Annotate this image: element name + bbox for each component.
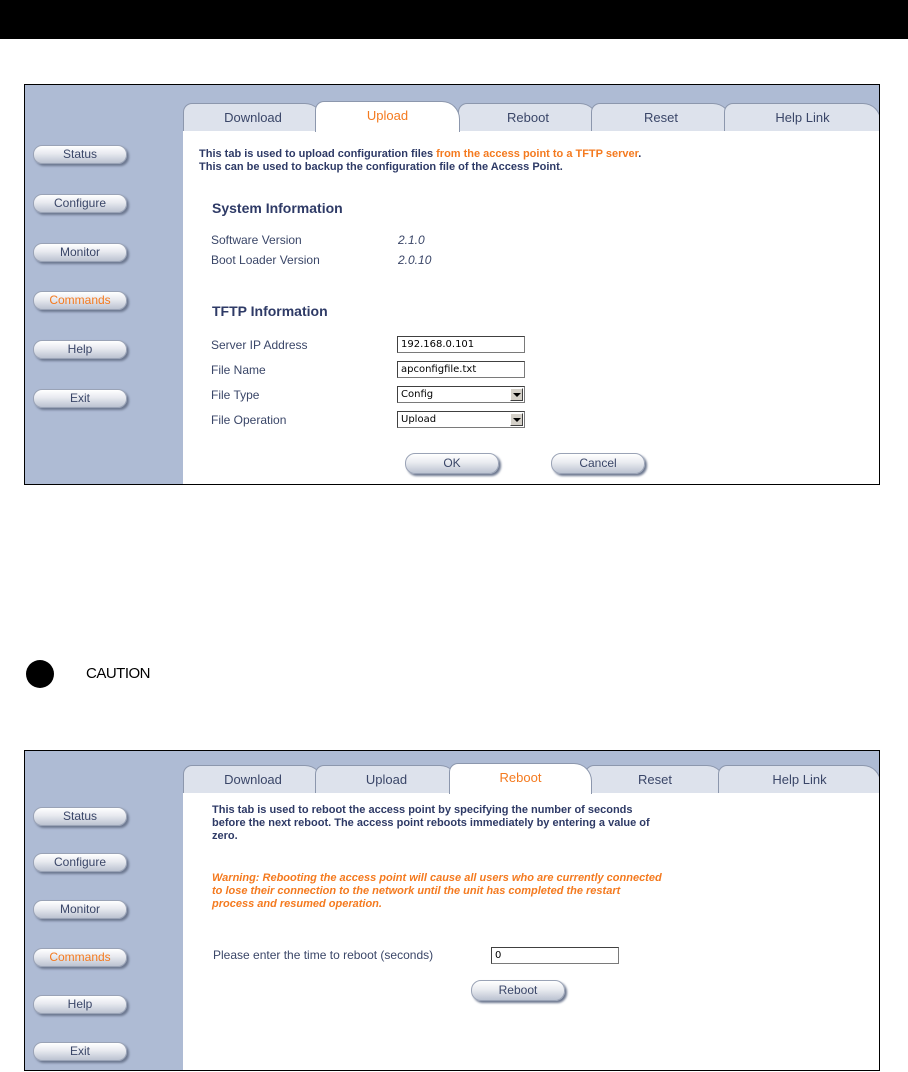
boot-loader-version-value: 2.0.10 [398, 253, 432, 267]
tab-upload[interactable]: Upload [315, 101, 460, 132]
software-version-label: Software Version [211, 233, 302, 247]
nav-commands-button[interactable]: Commands [33, 948, 127, 967]
server-ip-label: Server IP Address [211, 338, 308, 352]
tab-download[interactable]: Download [183, 103, 323, 131]
top-black-bar [0, 0, 908, 39]
nav-exit-button[interactable]: Exit [33, 389, 127, 408]
tab-reboot[interactable]: Reboot [458, 103, 598, 131]
tab-reset[interactable]: Reset [591, 103, 731, 131]
nav-commands-button[interactable]: Commands [33, 291, 127, 310]
file-operation-selected-value: Upload [401, 414, 437, 425]
caution-bullet-icon [26, 660, 54, 688]
file-operation-select[interactable] [397, 411, 525, 428]
cancel-button[interactable]: Cancel [551, 453, 645, 474]
file-operation-label: File Operation [211, 413, 287, 427]
tab-bar [183, 761, 879, 793]
tab-help-link[interactable]: Help Link [718, 765, 880, 793]
nav-monitor-button[interactable]: Monitor [33, 900, 127, 919]
nav-monitor-button[interactable]: Monitor [33, 243, 127, 262]
tab-download[interactable]: Download [183, 765, 323, 793]
nav-help-button[interactable]: Help [33, 995, 127, 1014]
tab-reset[interactable]: Reset [585, 765, 725, 793]
nav-configure-button[interactable]: Configure [33, 853, 127, 872]
file-type-select[interactable] [397, 386, 525, 403]
nav-configure-button[interactable]: Configure [33, 194, 127, 213]
reboot-time-label: Please enter the time to reboot (seconds) [213, 948, 434, 962]
nav-status-button[interactable]: Status [33, 145, 127, 164]
file-name-input[interactable]: apconfigfile.txt [397, 361, 525, 378]
reboot-content-area [183, 793, 879, 1070]
upload-content-area [183, 131, 879, 484]
tab-help-link[interactable]: Help Link [724, 103, 880, 131]
server-ip-input[interactable]: 192.168.0.101 [397, 336, 525, 353]
nav-status-button[interactable]: Status [33, 807, 127, 826]
ok-button[interactable]: OK [405, 453, 499, 474]
tab-upload[interactable]: Upload [315, 765, 458, 793]
nav-exit-button[interactable]: Exit [33, 1042, 127, 1061]
caution-label: CAUTION [86, 665, 150, 682]
tab-bar [183, 99, 879, 131]
chevron-down-icon[interactable] [510, 413, 523, 426]
nav-help-button[interactable]: Help [33, 340, 127, 359]
tab-reboot[interactable]: Reboot [449, 763, 592, 794]
tftp-information-heading: TFTP Information [212, 303, 328, 319]
chevron-down-icon[interactable] [510, 388, 523, 401]
software-version-value: 2.1.0 [398, 233, 425, 247]
file-name-label: File Name [211, 363, 266, 377]
boot-loader-version-label: Boot Loader Version [211, 253, 320, 267]
upload-description: This tab is used to upload configuration files from the access point to a TFTP server. This can be used to backup the configuration file of the Access Point. [199, 148, 642, 173]
upload-screenshot-panel [24, 84, 880, 485]
reboot-time-input[interactable]: 0 [491, 947, 619, 964]
system-information-heading: System Information [212, 200, 343, 216]
reboot-warning: Warning: Rebooting the access point will cause all users who are currently connected to lose their connection to the network until the unit has completed the restart process and resumed operation. [212, 872, 662, 910]
reboot-button[interactable]: Reboot [471, 980, 565, 1001]
file-type-label: File Type [211, 388, 260, 402]
reboot-description: This tab is used to reboot the access point by specifying the number of seconds before the next reboot. The access point reboots immediately by entering a value of zero. [212, 804, 650, 842]
file-type-selected-value: Config [401, 389, 434, 400]
reboot-screenshot-panel [24, 750, 880, 1071]
